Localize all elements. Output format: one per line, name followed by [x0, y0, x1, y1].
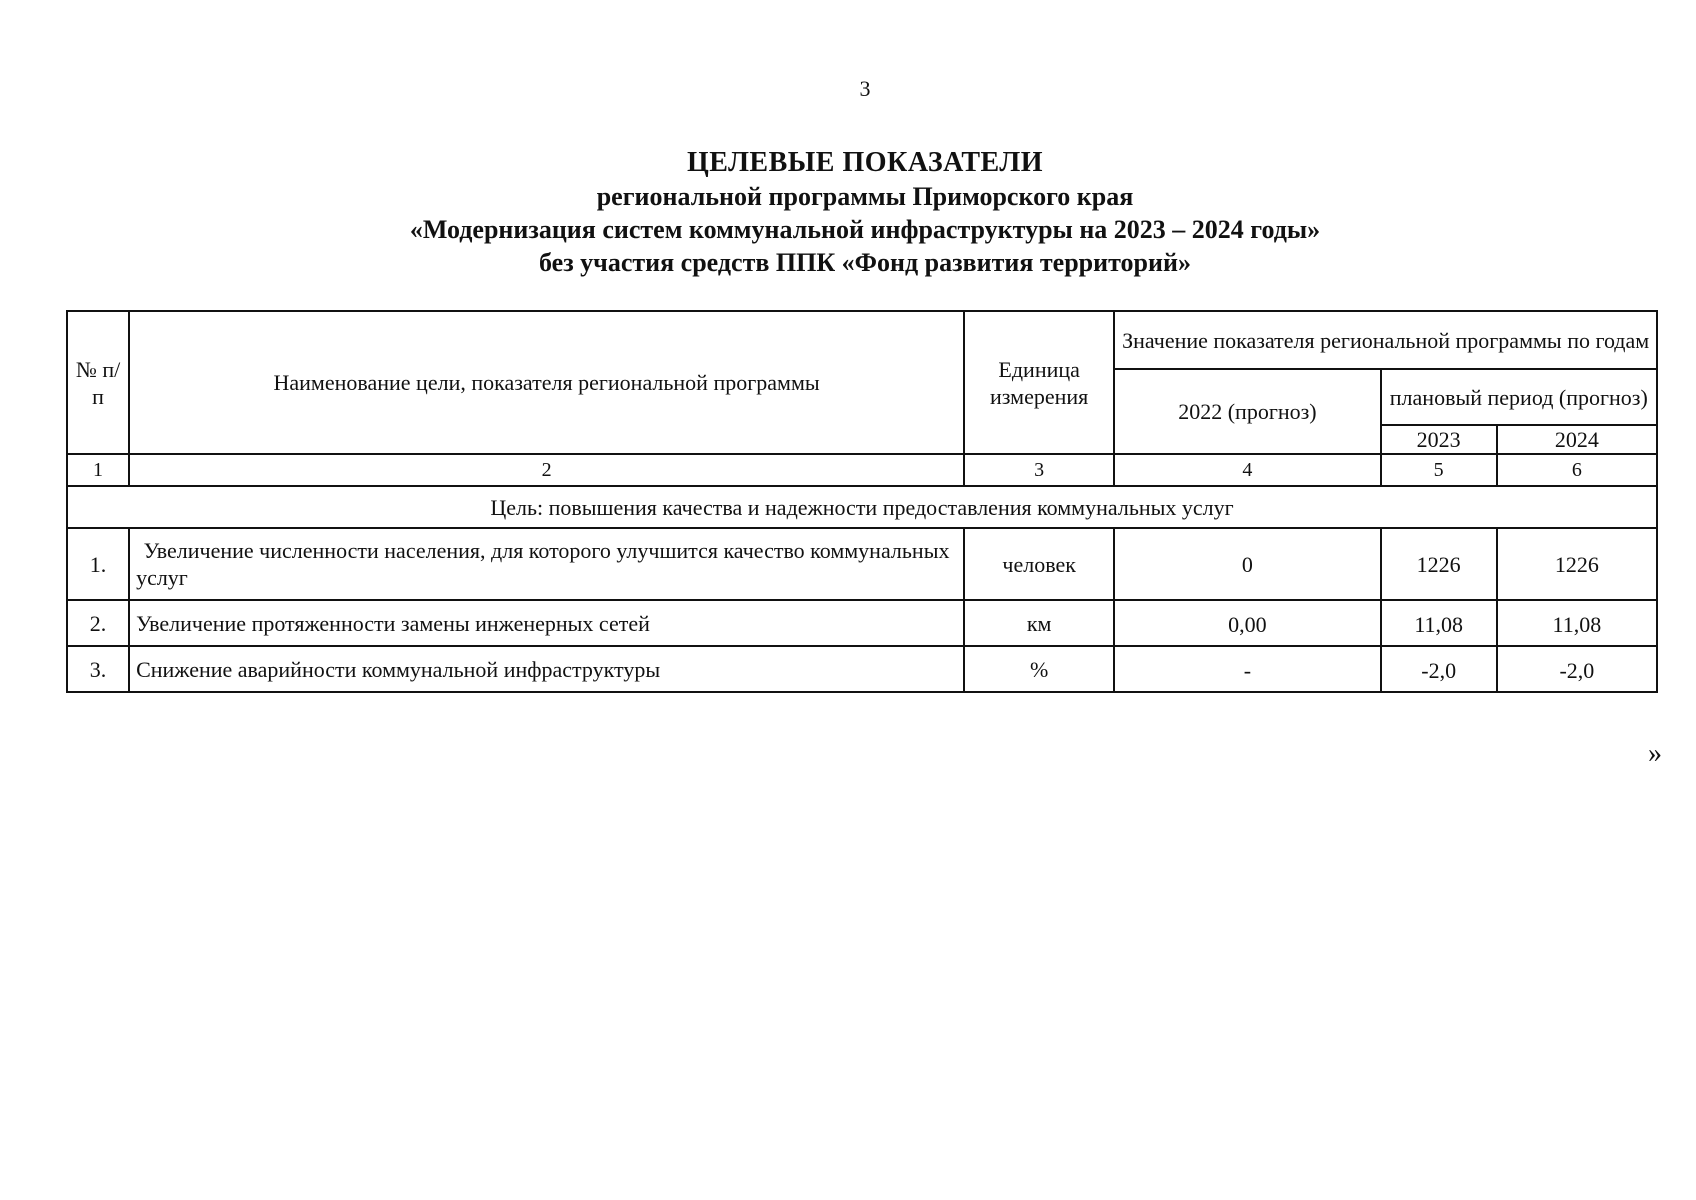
title-line-1: ЦЕЛЕВЫЕ ПОКАЗАТЕЛИ: [686, 147, 1044, 178]
row-value-2024: 1226: [1497, 528, 1657, 600]
row-num: 2.: [67, 600, 129, 646]
row-unit: человек: [964, 528, 1114, 600]
row-value-2023: 1226: [1381, 528, 1497, 600]
goal-row: [67, 486, 1657, 528]
row-unit: %: [964, 646, 1114, 692]
row-num: 3.: [67, 646, 129, 692]
column-number-row: [67, 454, 1657, 486]
table-row: [67, 600, 1657, 646]
row-name: Увеличение протяженности замены инженерных сетей: [129, 600, 964, 646]
row-value-2024: -2,0: [1497, 646, 1657, 692]
row-value-2022: 0: [1114, 528, 1380, 600]
header-2022-forecast: 2022 (прогноз): [1114, 369, 1380, 454]
column-number: 4: [1114, 454, 1380, 486]
document-title: [0, 146, 1696, 279]
indicators-table: [66, 310, 1658, 693]
title-line-4: без участия средств ППК «Фонд развития территорий»: [539, 248, 1191, 277]
header-year-2023: 2023: [1381, 425, 1497, 454]
goal-text: Цель: повышения качества и надежности предоставления коммунальных услуг: [67, 486, 1657, 528]
title-line-2: региональной программы Приморского края: [596, 182, 1134, 211]
row-value-2022: 0,00: [1114, 600, 1380, 646]
header-num: № п/п: [67, 311, 129, 454]
page-number: 3: [859, 76, 871, 101]
header-year-2024: 2024: [1497, 425, 1657, 454]
closing-quote-mark: »: [1648, 738, 1662, 769]
column-number: 6: [1497, 454, 1657, 486]
row-value-2024: 11,08: [1497, 600, 1657, 646]
column-number: 1: [67, 454, 129, 486]
row-name: Снижение аварийности коммунальной инфраструктуры: [129, 646, 964, 692]
column-number: 2: [129, 454, 964, 486]
column-number: 5: [1381, 454, 1497, 486]
row-name: Увеличение численности населения, для которого улучшится качество коммунальных услуг: [129, 528, 964, 600]
row-value-2023: -2,0: [1381, 646, 1497, 692]
title-line-3: «Модернизация систем коммунальной инфраструктуры на 2023 – 2024 годы»: [409, 215, 1321, 244]
row-value-2023: 11,08: [1381, 600, 1497, 646]
header-name: Наименование цели, показателя региональной программы: [129, 311, 964, 454]
header-values-group: Значение показателя региональной программы по годам: [1114, 311, 1657, 369]
table-row: [67, 528, 1657, 600]
table-row: [67, 646, 1657, 692]
header-planned-period: плановый период (прогноз): [1381, 369, 1657, 425]
header-unit: Единица измерения: [964, 311, 1114, 454]
column-number: 3: [964, 454, 1114, 486]
row-unit: км: [964, 600, 1114, 646]
row-value-2022: -: [1114, 646, 1380, 692]
row-num: 1.: [67, 528, 129, 600]
